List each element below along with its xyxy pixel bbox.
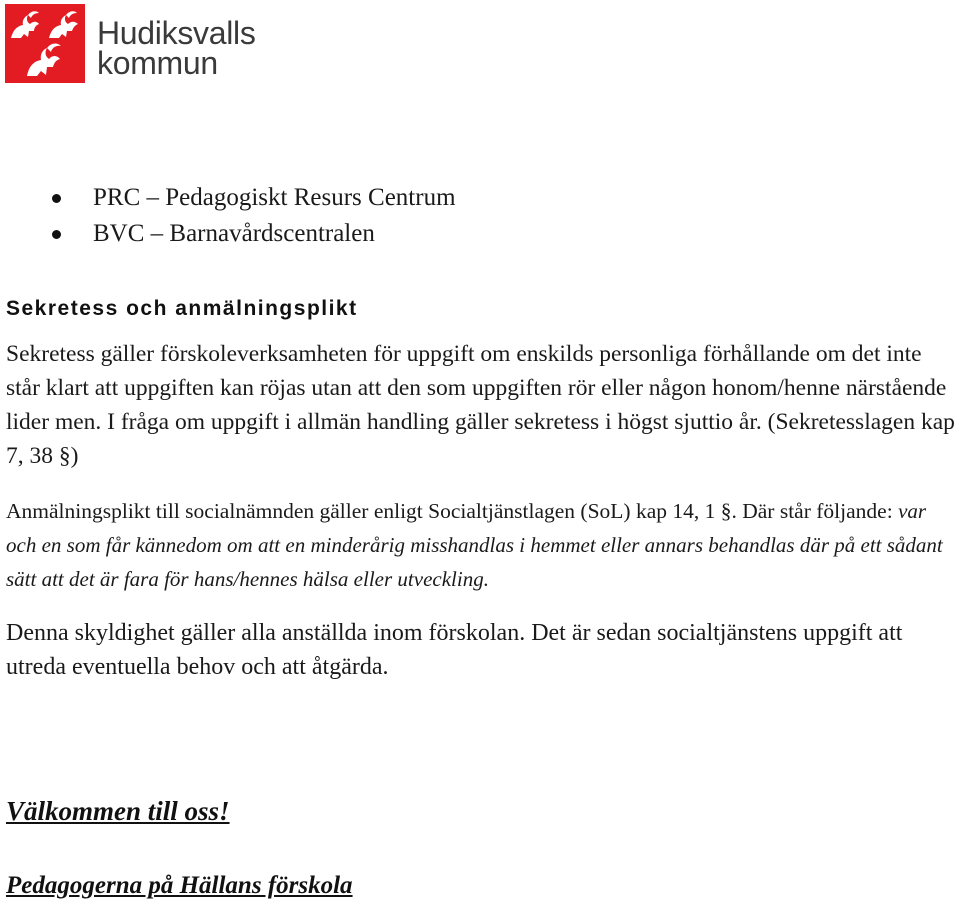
logo-wordmark [97,15,256,81]
logo-line-2: kommun [97,45,218,81]
list-item [38,216,456,252]
bullet-icon [52,194,61,203]
goat-emblem-icon [5,4,85,83]
logo-line-1: Hudiksvalls [97,15,256,51]
list-item-text: PRC – Pedagogiskt Resurs Centrum [93,184,456,211]
confidentiality-paragraph: Sekretess gäller förskoleverksamheten för uppgift om enskilds personliga förhållande om det inte står klart att uppgiften kan röjas utan att den som uppgiften rör eller någon honom/henne närstående lider men. I fråga om uppgift i allmän handling gäller sekretess i högst sjuttio år. (Sekretesslagen kap 7, 38 §) [6,341,955,469]
municipality-logo [5,4,255,84]
bullet-icon [52,230,61,239]
bullet-list [38,180,456,252]
reporting-duty-intro: Anmälningsplikt till socialnämnden gäller enligt Socialtjänstlagen (SoL) kap 14, 1 §. Där står följande: [6,499,899,523]
obligation-paragraph: Denna skyldighet gäller alla anställda inom förskolan. Det är sedan socialtjänstens uppgift att utreda eventuella behov och att åtgärda. [6,620,903,680]
welcome-text: Välkommen till oss! [6,796,230,826]
signature-text: Pedagogerna på Hällans förskola [6,872,353,899]
list-item-text: BVC – Barnavårdscentralen [93,220,375,247]
reporting-duty-paragraph [6,494,960,596]
section-heading: Sekretess och anmälningsplikt [6,297,358,320]
list-item [38,180,456,216]
law-quote: var och en som får kännedom om att en minderårig misshandlas i hemmet eller annars behandlas där på ett sådant sätt att det är fara för hans/hennes hälsa eller utveckling. [6,499,943,591]
